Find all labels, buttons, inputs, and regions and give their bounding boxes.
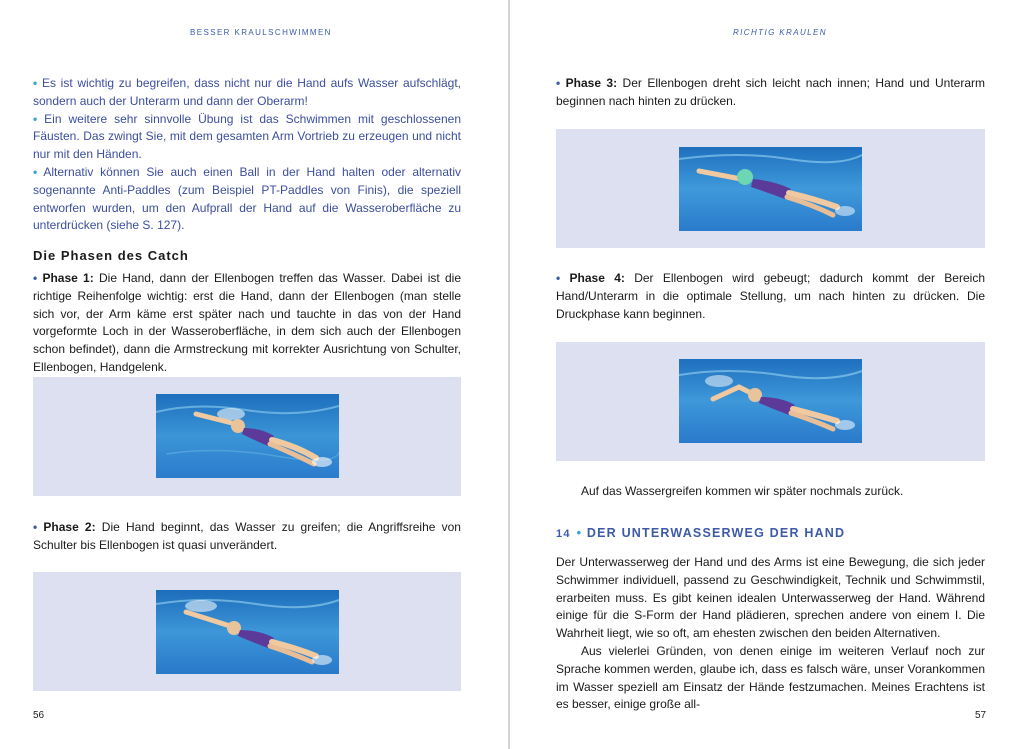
intro-bullet-3 [33, 164, 461, 235]
page-number-left: 56 [33, 710, 45, 721]
swimmer-photo-phase-3 [679, 147, 862, 231]
page-number-right: 57 [975, 710, 987, 721]
right-page [510, 0, 1020, 749]
note-text: Auf das Wassergreifen kommen wir später nochmals zurück. [581, 484, 904, 498]
figure-phase-3 [556, 129, 985, 248]
running-header-left: BESSER KRAULSCHWIMMEN [190, 28, 332, 37]
intro-bullet-list [33, 75, 461, 235]
intro-bullet-2 [33, 111, 461, 164]
body-paragraph-2: Aus vielerlei Gründen, von denen einige im weiteren Verlauf noch zur Sprache kommen werden, glaube ich, dass es falsch wäre, unser Vorankommen im Wasser speziell am Einsatz der Hände festzumachen. Meines Erachtens ist es besser, einige große all- [556, 643, 985, 712]
phase-2-text: Die Hand beginnt, das Wasser zu greifen; die Angriffsreihe von Schulter bis Ellenbogen ist quasi unverändert. [33, 520, 461, 552]
phase-3-label: Phase 3: [565, 76, 618, 90]
bullet-icon: • [33, 76, 38, 90]
bullet-icon: • [556, 76, 561, 90]
swimmer-photo-phase-2 [156, 590, 339, 674]
figure-phase-4 [556, 342, 985, 461]
bullet-icon: • [33, 164, 38, 179]
section-heading [556, 526, 845, 540]
bullet-icon: • [33, 271, 38, 285]
intro-bullet-1 [33, 75, 461, 111]
bullet-icon: • [576, 526, 583, 540]
section-title: DER UNTERWASSERWEG DER HAND [586, 526, 846, 540]
phase-1-paragraph [33, 270, 461, 377]
phase-4-text: Der Ellenbogen wird gebeugt; dadurch kommt der Bereich Hand/Unterarm in die optimale Stellung, um nach hinten zu drücken. Die Druckphase kann beginnen. [556, 271, 985, 321]
phase-4-label: Phase 4: [569, 271, 625, 285]
body-text [556, 554, 985, 714]
phase-4-paragraph [556, 270, 985, 323]
phase-1-label: Phase 1: [42, 271, 94, 285]
bullet-icon: • [33, 520, 38, 534]
phase-2-label: Phase 2: [43, 520, 96, 534]
swimmer-photo-phase-1 [156, 394, 339, 478]
phase-1-text: Die Hand, dann der Ellenbogen treffen das Wasser. Dabei ist die richtige Reihenfolge wichtig: erst die Hand, dann der Ellenbogen (man stelle sich vor, der Arm käme erst später nach und tauchte in das von der Hand vorgeformte Loch in der Wasseroberfläche, in dem sich auch der Ellenbogen schon befindet), dann die Armstreckung mit korrekter Ausrichtung von Schulter, Ellenbogen, Handgelenk. [33, 271, 461, 374]
intro-bullet-3-text: Alternativ können Sie auch einen Ball in der Hand halten oder alternativ sogenannte Anti-Paddles (zum Beispiel PT-Paddles von Finis), die speziell entworfen wurden, um den Aufprall der Hand auf die Wasseroberfläche zu unterdrücken (siehe S. 127). [33, 164, 462, 233]
subheading-catch-phases: Die Phasen des Catch [33, 248, 189, 263]
figure-phase-2 [33, 572, 461, 691]
section-number: 14 [556, 528, 571, 540]
bullet-icon: • [33, 111, 38, 126]
body-paragraph-1: Der Unterwasserweg der Hand und des Arms ist eine Bewegung, die sich jeder Schwimmer individuell, passend zu Geschwindigkeit, Technik und Schwimmstil, erarbeiten muss. Es gibt keinen idealen Unterwasserweg der Hand. Während einige für die S-Form der Hand plädieren, sprechen andere von einem I. Die Wahrheit liegt, wie so oft, am ehesten zwischen den beiden Alternativen. [556, 555, 985, 641]
left-page [0, 0, 508, 749]
note-paragraph [556, 483, 985, 501]
intro-bullet-1-text: Es ist wichtig zu begreifen, dass nicht nur die Hand aufs Wasser aufschlägt, sondern auch der Unterarm und dann der Oberarm! [33, 76, 462, 108]
figure-phase-1 [33, 377, 461, 496]
running-header-right: RICHTIG KRAULEN [733, 28, 827, 37]
phase-2-paragraph [33, 519, 461, 555]
swimmer-photo-phase-4 [679, 359, 862, 443]
phase-3-text: Der Ellenbogen dreht sich leicht nach innen; Hand und Unterarm beginnen nach hinten zu drücken. [556, 76, 985, 108]
phase-3-paragraph [556, 75, 985, 111]
bullet-icon: • [556, 271, 561, 285]
intro-bullet-2-text: Ein weitere sehr sinnvolle Übung ist das Schwimmen mit geschlossenen Fäusten. Das zwingt Sie, mit dem gesamten Arm Vortrieb zu erzeugen und nicht nur mit den Händen. [33, 111, 461, 162]
